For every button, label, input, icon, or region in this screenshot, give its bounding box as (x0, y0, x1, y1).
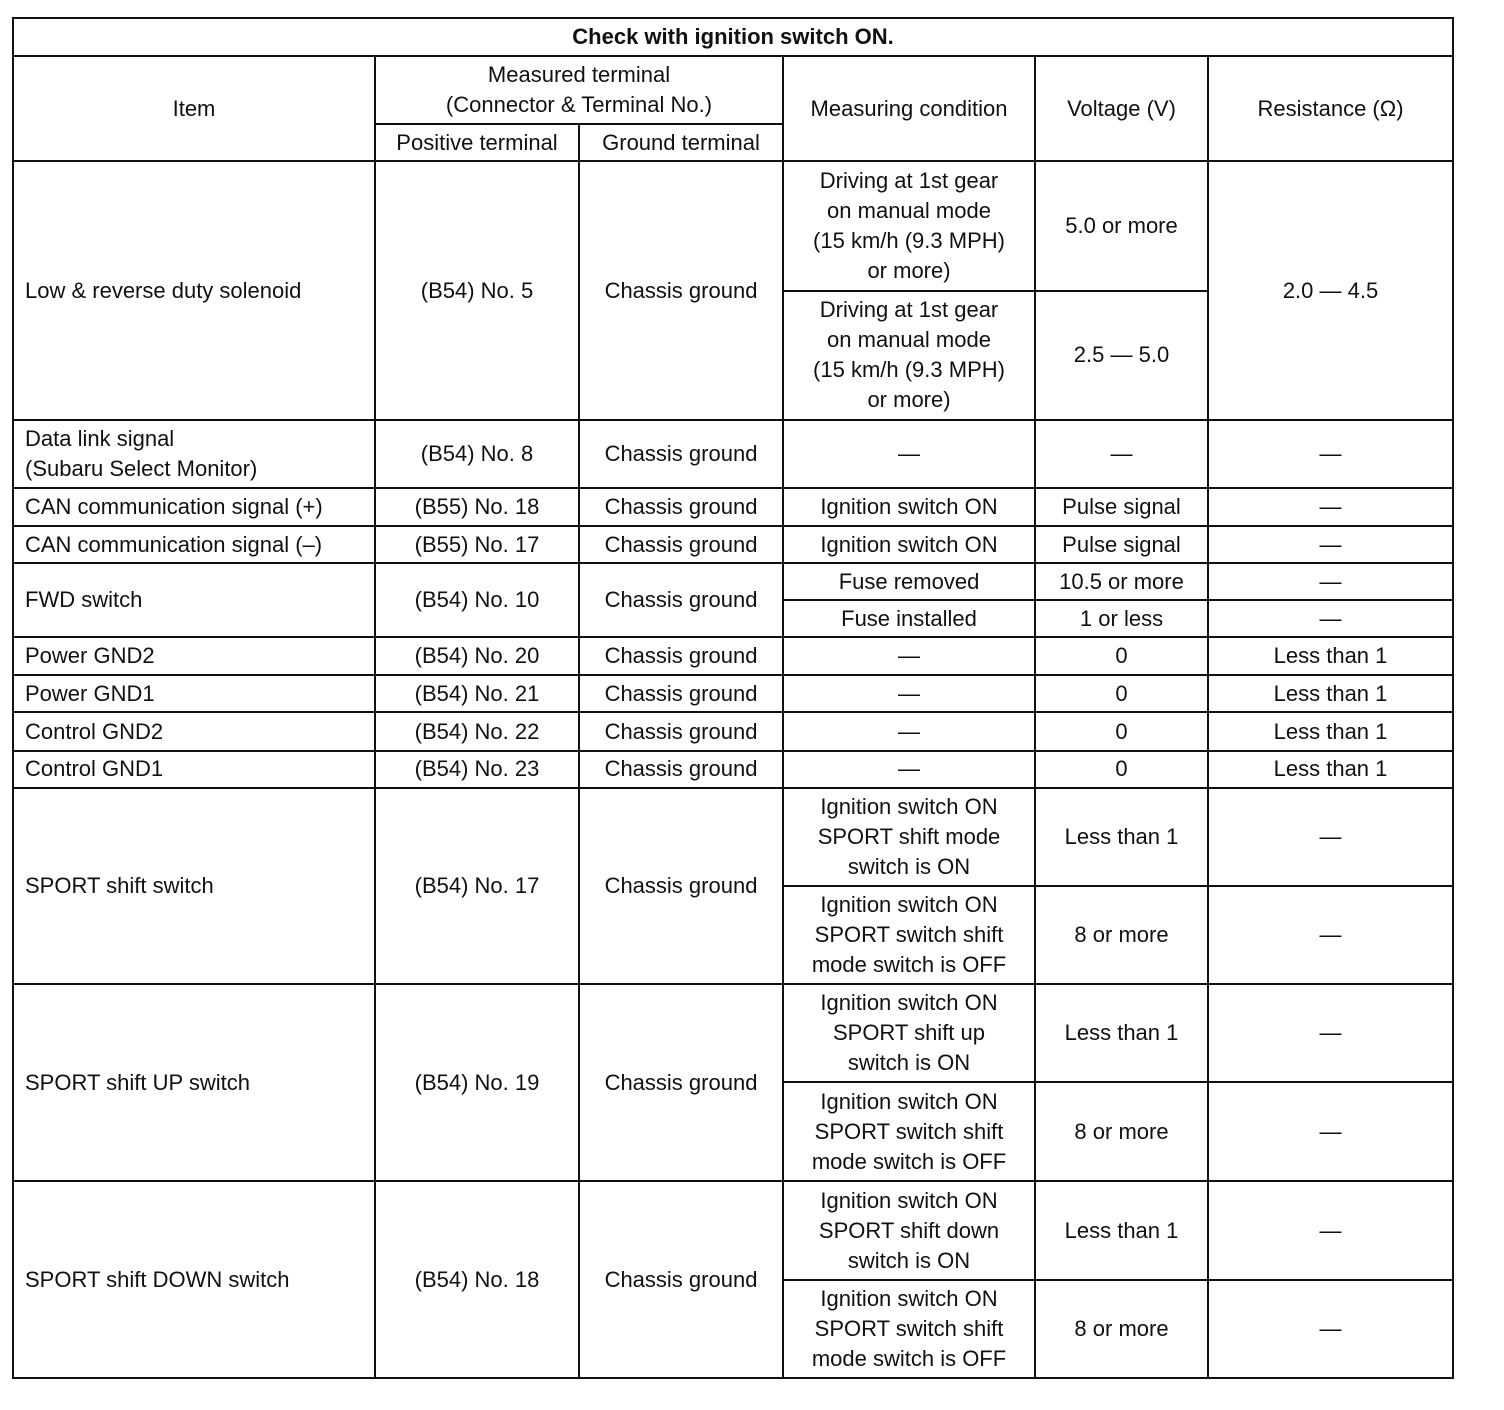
condition-cell: Ignition switch ON (783, 488, 1035, 526)
condition-cell: — (783, 420, 1035, 488)
resistance-cell: — (1208, 886, 1453, 984)
table-row (13, 637, 1453, 675)
positive-cell: (B54) No. 17 (375, 788, 579, 984)
ground-cell: Chassis ground (579, 488, 783, 526)
voltage-cell: — (1035, 420, 1208, 488)
voltage-cell: 0 (1035, 637, 1208, 675)
voltage-cell: 10.5 or more (1035, 563, 1208, 600)
resistance-cell: — (1208, 420, 1453, 488)
resistance-cell: Less than 1 (1208, 637, 1453, 675)
voltage-cell: 8 or more (1035, 1280, 1208, 1378)
condition-cell: Ignition switch ON SPORT shift down switch is ON (783, 1181, 1035, 1279)
ground-cell: Chassis ground (579, 751, 783, 788)
resistance-cell: 2.0 — 4.5 (1208, 161, 1453, 420)
ground-cell: Chassis ground (579, 675, 783, 712)
voltage-cell: 8 or more (1035, 886, 1208, 984)
resistance-cell: — (1208, 488, 1453, 526)
voltage-cell: Less than 1 (1035, 984, 1208, 1082)
positive-cell: (B55) No. 18 (375, 488, 579, 526)
voltage-cell: Less than 1 (1035, 1181, 1208, 1279)
table-row (13, 751, 1453, 788)
ground-cell: Chassis ground (579, 637, 783, 675)
resistance-cell: — (1208, 788, 1453, 886)
item-cell: Data link signal (Subaru Select Monitor) (13, 420, 375, 488)
resistance-cell: — (1208, 526, 1453, 563)
positive-cell: (B54) No. 18 (375, 1181, 579, 1378)
resistance-cell: — (1208, 1280, 1453, 1378)
voltage-cell: 0 (1035, 751, 1208, 788)
table-row (13, 488, 1453, 526)
positive-cell: (B54) No. 20 (375, 637, 579, 675)
header-measured-terminal: Measured terminal (Connector & Terminal No.) (375, 56, 783, 124)
condition-cell: — (783, 675, 1035, 712)
positive-cell: (B54) No. 23 (375, 751, 579, 788)
voltage-cell: 5.0 or more (1035, 161, 1208, 290)
item-cell: SPORT shift UP switch (13, 984, 375, 1181)
ground-cell: Chassis ground (579, 420, 783, 488)
condition-cell: Ignition switch ON SPORT shift up switch is ON (783, 984, 1035, 1082)
condition-cell: Ignition switch ON (783, 526, 1035, 563)
condition-cell: Ignition switch ON SPORT switch shift mode switch is OFF (783, 886, 1035, 984)
resistance-cell: — (1208, 563, 1453, 600)
table-title: Check with ignition switch ON. (13, 18, 1453, 56)
positive-cell: (B54) No. 8 (375, 420, 579, 488)
condition-cell: Ignition switch ON SPORT shift mode switch is ON (783, 788, 1035, 886)
header-ground-terminal: Ground terminal (579, 124, 783, 161)
positive-cell: (B54) No. 5 (375, 161, 579, 420)
voltage-cell: Less than 1 (1035, 788, 1208, 886)
header-measuring-condition: Measuring condition (783, 56, 1035, 161)
positive-cell: (B54) No. 19 (375, 984, 579, 1181)
inspection-table (12, 17, 1454, 1379)
condition-cell: Fuse installed (783, 600, 1035, 637)
condition-cell: — (783, 751, 1035, 788)
header-row (13, 56, 1453, 124)
ground-cell: Chassis ground (579, 563, 783, 637)
condition-cell: Driving at 1st gear on manual mode (15 km/h (9.3 MPH) or more) (783, 291, 1035, 420)
positive-cell: (B55) No. 17 (375, 526, 579, 563)
item-cell: FWD switch (13, 563, 375, 637)
ground-cell: Chassis ground (579, 712, 783, 750)
ground-cell: Chassis ground (579, 1181, 783, 1378)
positive-cell: (B54) No. 21 (375, 675, 579, 712)
resistance-cell: Less than 1 (1208, 675, 1453, 712)
condition-cell: Driving at 1st gear on manual mode (15 km/h (9.3 MPH) or more) (783, 161, 1035, 290)
condition-cell: Ignition switch ON SPORT switch shift mode switch is OFF (783, 1280, 1035, 1378)
voltage-cell: Pulse signal (1035, 526, 1208, 563)
resistance-cell: — (1208, 1181, 1453, 1279)
title-row (13, 18, 1453, 56)
condition-cell: — (783, 637, 1035, 675)
ground-cell: Chassis ground (579, 526, 783, 563)
item-cell: Control GND2 (13, 712, 375, 750)
condition-cell: Ignition switch ON SPORT switch shift mode switch is OFF (783, 1082, 1035, 1181)
resistance-cell: Less than 1 (1208, 751, 1453, 788)
condition-cell: Fuse removed (783, 563, 1035, 600)
voltage-cell: 0 (1035, 675, 1208, 712)
item-cell: Power GND1 (13, 675, 375, 712)
table-row (13, 712, 1453, 750)
positive-cell: (B54) No. 10 (375, 563, 579, 637)
voltage-cell: Pulse signal (1035, 488, 1208, 526)
resistance-cell: Less than 1 (1208, 712, 1453, 750)
header-positive-terminal: Positive terminal (375, 124, 579, 161)
header-item: Item (13, 56, 375, 161)
table-row (13, 984, 1453, 1082)
item-cell: SPORT shift switch (13, 788, 375, 984)
resistance-cell: — (1208, 600, 1453, 637)
positive-cell: (B54) No. 22 (375, 712, 579, 750)
condition-cell: — (783, 712, 1035, 750)
ground-cell: Chassis ground (579, 984, 783, 1181)
table-row (13, 563, 1453, 600)
item-cell: CAN communication signal (+) (13, 488, 375, 526)
item-cell: SPORT shift DOWN switch (13, 1181, 375, 1378)
voltage-cell: 8 or more (1035, 1082, 1208, 1181)
resistance-cell: — (1208, 1082, 1453, 1181)
item-cell: Power GND2 (13, 637, 375, 675)
table-row (13, 526, 1453, 563)
table-row (13, 420, 1453, 488)
item-cell: CAN communication signal (–) (13, 526, 375, 563)
item-cell: Control GND1 (13, 751, 375, 788)
voltage-cell: 2.5 — 5.0 (1035, 291, 1208, 420)
table-row (13, 1181, 1453, 1279)
table-row (13, 161, 1453, 290)
ground-cell: Chassis ground (579, 788, 783, 984)
header-voltage: Voltage (V) (1035, 56, 1208, 161)
voltage-cell: 1 or less (1035, 600, 1208, 637)
ground-cell: Chassis ground (579, 161, 783, 420)
table-row (13, 788, 1453, 886)
table-row (13, 675, 1453, 712)
voltage-cell: 0 (1035, 712, 1208, 750)
header-resistance: Resistance (Ω) (1208, 56, 1453, 161)
item-cell: Low & reverse duty solenoid (13, 161, 375, 420)
resistance-cell: — (1208, 984, 1453, 1082)
